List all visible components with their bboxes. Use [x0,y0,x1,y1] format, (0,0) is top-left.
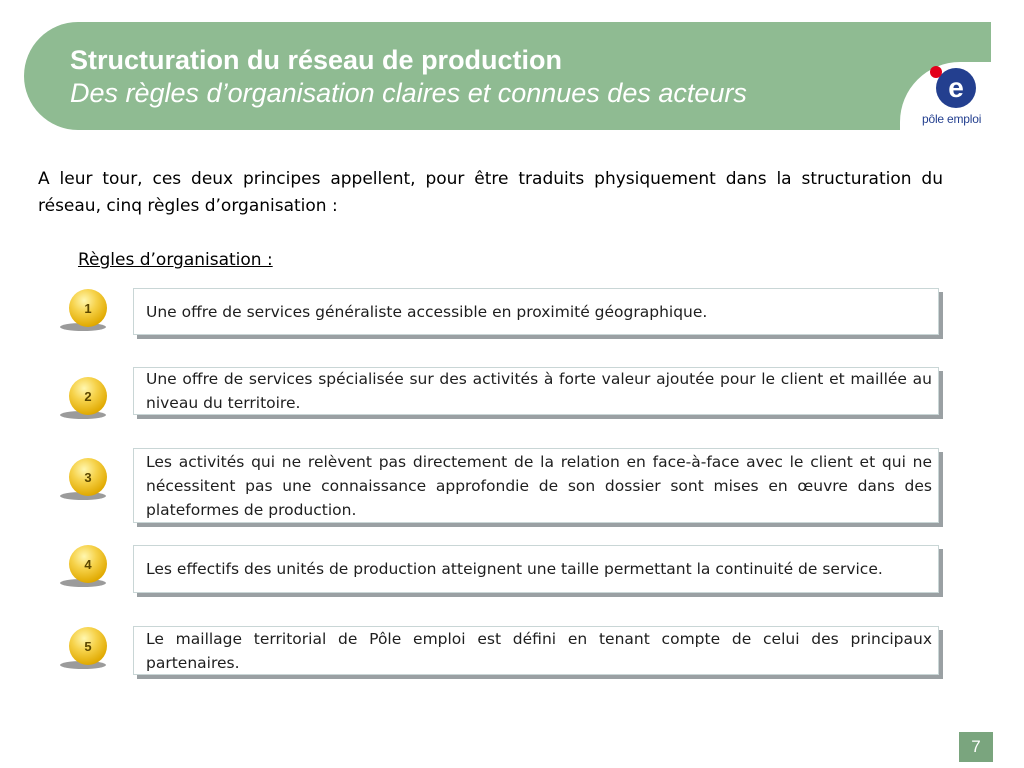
gold-sphere-icon: 5 [69,627,107,665]
rule-text-3: Les activités qui ne relèvent pas directement de la relation en face-à-face avec le client et qui ne nécessitent pas une connaissance approfondie de son dossier sont mises en œuvre dans des plateformes de production. [146,452,932,519]
rule-number-1 [60,289,108,335]
slide-subtitle: Des règles d’organisation claires et connues des acteurs [70,78,747,108]
rule-text-2: Une offre de services spécialisée sur des activités à forte valeur ajoutée pour le client et maillée au niveau du territoire. [146,370,932,412]
rule-text-1: Une offre de services généraliste accessible en proximité géographique. [146,302,708,321]
rule-number-5 [60,627,108,673]
rule-number-4 [60,545,108,591]
gold-sphere-icon: 4 [69,545,107,583]
gold-sphere-icon: 2 [69,377,107,415]
logo-text: pôle emploi [922,112,982,126]
rule-text-5: Le maillage territorial de Pôle emploi est défini en tenant compte de celui des principaux partenaires. [146,629,932,672]
rule-box-5 [133,626,939,675]
rule-box-2 [133,367,939,415]
slide-title: Structuration du réseau de production [70,45,563,75]
rule-box-4 [133,545,939,593]
svg-text:e: e [948,72,964,103]
gold-sphere-icon: 1 [69,289,107,327]
gold-sphere-icon: 3 [69,458,107,496]
page-number: 7 [959,732,993,762]
rule-box-3 [133,448,939,523]
pole-emploi-logo-icon [922,64,978,114]
rule-text-4: Les effectifs des unités de production atteignent une taille permettant la continuité de service. [146,560,883,578]
rule-box-1 [133,288,939,335]
rule-number-2 [60,377,108,423]
rules-heading: Règles d’organisation : [78,250,273,270]
title-banner [24,22,991,130]
intro-paragraph: A leur tour, ces deux principes appellent, pour être traduits physiquement dans la structuration du réseau, cinq règles d’organisation : [38,169,943,216]
rule-number-3 [60,458,108,504]
